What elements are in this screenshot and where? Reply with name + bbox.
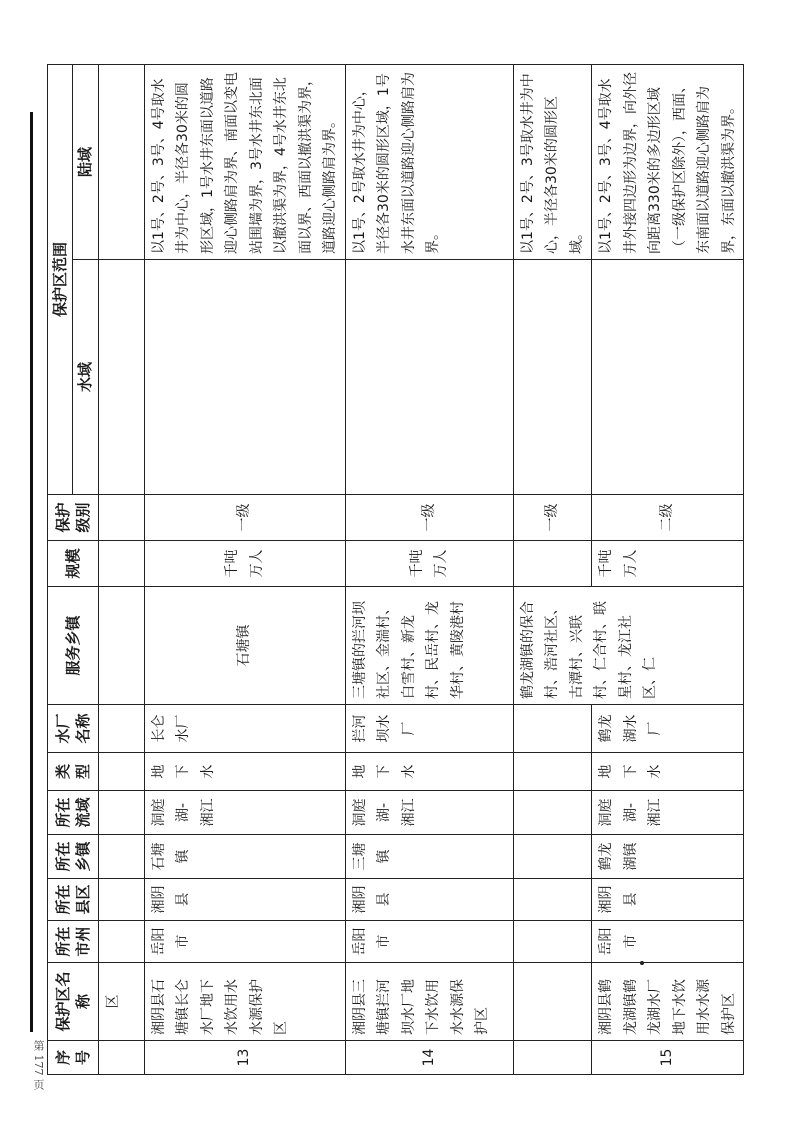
table-row [98, 64, 144, 1074]
cell-type: 地下水 [345, 753, 513, 791]
cell-basin [98, 791, 144, 835]
cell-water [144, 260, 345, 495]
header-land: 陆域 [73, 64, 98, 259]
header-plant: 水厂名称 [48, 705, 99, 753]
header-scale: 规模 [48, 541, 99, 587]
header-range: 保护区范围 [48, 64, 73, 494]
cell-county [98, 879, 144, 921]
table-top-border [30, 112, 33, 1032]
cell-basin: 洞庭湖-湘江 [345, 791, 513, 835]
cell-town: 石塘镇 [144, 835, 345, 879]
cell-water [98, 260, 144, 495]
page-footer: 第 177 页 [32, 1040, 45, 1090]
cell-plant [98, 705, 144, 753]
cell-type: 地下水 [144, 753, 345, 791]
cell-type [513, 753, 592, 791]
table-row [144, 64, 345, 1074]
cell-county: 湘阴县 [592, 879, 744, 921]
cell-basin [513, 791, 592, 835]
table-row [592, 64, 744, 1074]
cell-county [513, 879, 592, 921]
header-service: 服务乡镇 [48, 587, 99, 705]
header-town: 所在乡镇 [48, 835, 99, 879]
cell-scale [513, 541, 592, 587]
cell-basin: 洞庭湖-湘江 [144, 791, 345, 835]
cell-scale: 千吨万人 [144, 541, 345, 587]
cell-type: 地下水 [592, 753, 744, 791]
cell-no [98, 1041, 144, 1075]
header-no: 序号 [48, 1041, 99, 1075]
cell-no: 14 [345, 1041, 513, 1075]
cell-town: 三塘镇 [345, 835, 513, 879]
cell-land: 以1号、2号取水井为中心，半径各30米的圆形区域，1号水井东面以道路迎心侧路肩为界。 [345, 64, 513, 259]
cell-level: 一级 [144, 495, 345, 541]
cell-town [513, 835, 592, 879]
table-row [513, 64, 592, 1074]
cell-city [98, 921, 144, 963]
scan-dot-mark [640, 961, 644, 965]
cell-city: 岳阳市 [345, 921, 513, 963]
cell-water [513, 260, 592, 495]
cell-land [98, 64, 144, 259]
cell-land: 以1号、2号、3号、4号取水井外接四边形为边界，向外径向距离330米的多边形区域（一级保护区除外），西面、东南面以道路迎心侧路肩为界，东面以撤洪渠为界。 [592, 64, 744, 259]
cell-city: 岳阳市 [144, 921, 345, 963]
cell-county: 湘阴县 [345, 879, 513, 921]
cell-level: 一级 [513, 495, 592, 541]
cell-service: 三塘镇的拦河坝社区、金湍村、白雪村、新龙村、民岳村、龙华村、黄陵港村 [345, 587, 513, 705]
cell-type [98, 753, 144, 791]
cell-service [98, 587, 144, 705]
cell-town: 鹤龙湖镇 [592, 835, 744, 879]
cell-basin: 洞庭湖-湘江 [592, 791, 744, 835]
cell-plant: 鹤龙湖水厂 [592, 705, 744, 753]
header-city: 所在市州 [48, 921, 99, 963]
cell-no [513, 1041, 592, 1075]
header-water: 水域 [73, 260, 98, 495]
cell-no: 15 [592, 1041, 744, 1075]
cell-plant: 长仑水厂 [144, 705, 345, 753]
header-county: 所在县区 [48, 879, 99, 921]
cell-town [98, 835, 144, 879]
cell-zone-name [513, 963, 592, 1041]
cell-plant [513, 705, 592, 753]
cell-land: 以1号、2号、3号、4号取水井为中心，半径各30米的圆形区域，1号水井东面以道路迎心侧路肩为界、南面以变电站围墙为界，3号水井东北面以撤洪渠为界，4号水井东北面以界、西面以撤洪渠为界，道路迎心侧路肩为界。 [144, 64, 345, 259]
cell-scale: 千吨万人 [345, 541, 513, 587]
cell-city [513, 921, 592, 963]
cell-zone-name: 区 [98, 963, 144, 1041]
cell-service: 鹤龙湖镇的保合村、浩河社区、古潭村、兴联村、仁合村、联星村、龙江社区、仁 [513, 587, 744, 705]
cell-level: 一级 [345, 495, 513, 541]
cell-no: 13 [144, 1041, 345, 1075]
header-basin: 所在流域 [48, 791, 99, 835]
header-level: 保护级别 [48, 495, 99, 541]
cell-scale: 千吨万人 [592, 541, 744, 587]
cell-service: 石塘镇 [144, 587, 345, 705]
table-row [345, 64, 513, 1074]
cell-water [345, 260, 513, 495]
cell-county: 湘阴县 [144, 879, 345, 921]
cell-scale [98, 541, 144, 587]
cell-water [592, 260, 744, 495]
cell-zone-name: 湘阴县石塘镇长仑水厂地下水饮用水水源保护区 [144, 963, 345, 1041]
header-zone-name: 保护区名称 [48, 963, 99, 1041]
header-row-1 [48, 64, 73, 1074]
cell-zone-name: 湘阴县鹤龙湖镇鹤龙湖水厂地下水饮用水水源保护区 [592, 963, 744, 1041]
rotated-table-wrapper [47, 65, 737, 1075]
cell-plant: 拦河坝水厂 [345, 705, 513, 753]
cell-land: 以1号、2号、3号取水井为中心，半径各30米的圆形区域。 [513, 64, 592, 259]
cell-level: 二级 [592, 495, 744, 541]
cell-level [98, 495, 144, 541]
water-source-protection-table [47, 64, 744, 1075]
cell-zone-name: 湘阴县三塘镇拦河坝水厂地下水饮用水水源保护区 [345, 963, 513, 1041]
header-type: 类型 [48, 753, 99, 791]
cell-city: 岳阳市 [592, 921, 744, 963]
